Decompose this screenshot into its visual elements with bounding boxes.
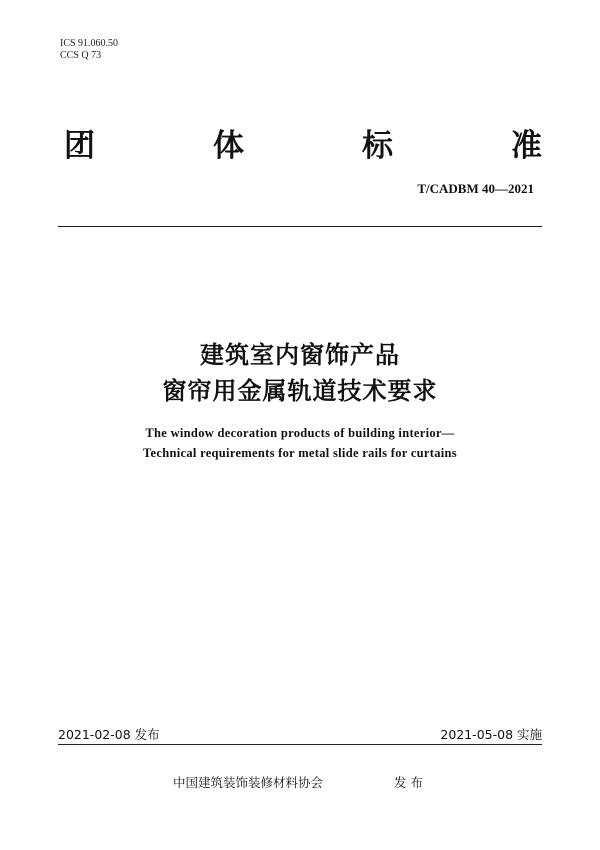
chinese-title-line-2: 窗帘用金属轨道技术要求 bbox=[162, 377, 438, 405]
heading-char-4: 准 bbox=[511, 128, 542, 164]
ics-code: ICS 91.060.50 bbox=[60, 38, 119, 49]
heading-char-2: 体 bbox=[213, 128, 244, 164]
chinese-title-line-1: 建筑室内窗饰产品 bbox=[200, 341, 400, 369]
english-title-line-2: Technical requirements for metal slide rails for curtains bbox=[143, 446, 457, 460]
issue-date: 2021-02-08 发布 bbox=[58, 727, 160, 742]
bottom-divider bbox=[58, 744, 542, 745]
standard-number: T/CADBM 40—2021 bbox=[417, 181, 534, 196]
heading-char-1: 团 bbox=[64, 128, 95, 164]
top-divider bbox=[58, 226, 542, 227]
english-title-line-1: The window decoration products of building interior— bbox=[145, 426, 455, 440]
ccs-code: CCS Q 73 bbox=[60, 50, 102, 61]
publisher-name: 中国建筑装饰装修材料协会 bbox=[173, 775, 324, 790]
standard-type-heading bbox=[64, 120, 542, 165]
publish-label: 发 布 bbox=[394, 775, 423, 790]
heading-char-3: 标 bbox=[362, 128, 393, 164]
implementation-date: 2021-05-08 实施 bbox=[440, 727, 542, 742]
